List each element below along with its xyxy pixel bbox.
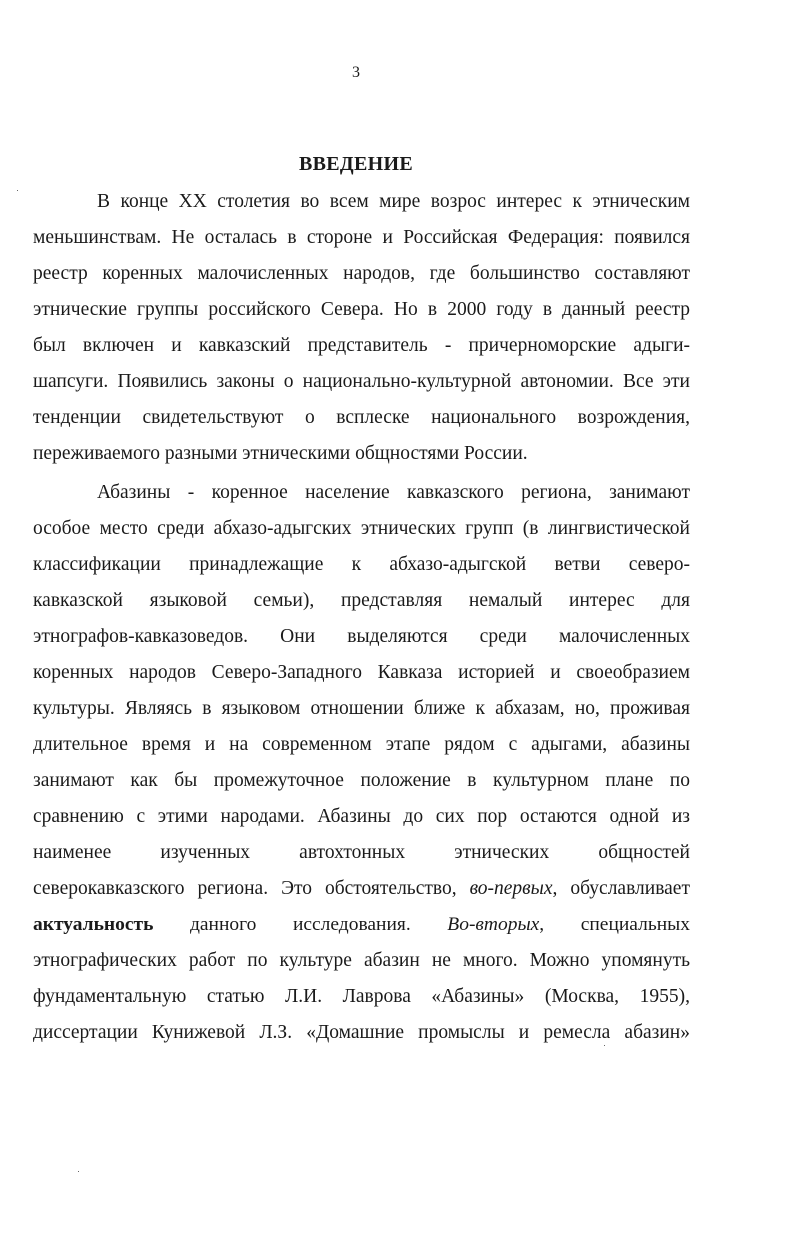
scan-speck — [604, 1045, 605, 1046]
section-heading: ВВЕДЕНИЕ — [299, 153, 413, 175]
text-line: фундаментальную статью Л.И. Лаврова «Абазины» (Москва, 1955), — [33, 986, 690, 1007]
text-run: , специальных — [539, 914, 690, 935]
text-line: коренных народов Северо-Западного Кавказа историей и своеобразием — [33, 662, 690, 683]
text-line: В конце XX столетия во всем мире возрос интерес к этническим — [97, 191, 690, 212]
text-line: классификации принадлежащие к абхазо-адыгской ветви северо- — [33, 554, 690, 575]
text-line: особое место среди абхазо-адыгских этнических групп (в лингвистической — [33, 518, 690, 539]
text-line-reason — [33, 877, 690, 901]
emphasis-second: Во-вторых — [447, 914, 540, 935]
relevance-term: актуальность — [33, 914, 154, 935]
text-line: этнические группы российского Севера. Но в 2000 году в данный реестр — [33, 299, 690, 320]
scan-speck — [78, 1171, 79, 1172]
text-line: реестр коренных малочисленных народов, где большинство составляют — [33, 263, 690, 284]
text-line: Абазины - коренное население кавказского региона, занимают — [97, 482, 690, 503]
text-line: сравнению с этими народами. Абазины до сих пор остаются одной из — [33, 806, 690, 827]
text-line: занимают как бы промежуточное положение в культурном плане по — [33, 770, 690, 791]
text-run: , обуславливает — [552, 878, 690, 899]
text-line: кавказской языковой семьи), представляя немалый интерес для — [33, 590, 690, 611]
text-line: тенденции свидетельствуют о всплеске национального возрождения, — [33, 407, 690, 428]
emphasis-first: во-первых — [469, 878, 553, 899]
text-line: этнографов-кавказоведов. Они выделяются среди малочисленных — [33, 626, 690, 647]
text-line-relevance — [33, 913, 690, 937]
text-line: был включен и кавказский представитель - причерноморские адыги- — [33, 335, 690, 356]
text-line: шапсуги. Появились законы о национально-культурной автономии. Все эти — [33, 371, 690, 392]
page-number: 3 — [352, 64, 360, 81]
text-line: длительное время и на современном этапе рядом с адыгами, абазины — [33, 734, 690, 755]
text-run: северокавказского региона. Это обстоятельство, — [33, 878, 470, 899]
text-line: культуры. Являясь в языковом отношении ближе к абхазам, но, проживая — [33, 698, 690, 719]
text-line: переживаемого разными этническими общностями России. — [33, 443, 528, 464]
text-line: меньшинствам. Не осталась в стороне и Российская Федерация: появился — [33, 227, 690, 248]
text-line: наименее изученных автохтонных этнических общностей — [33, 842, 690, 863]
text-line: этнографических работ по культуре абазин не много. Можно упомянуть — [33, 950, 690, 971]
text-run: данного исследования. — [153, 914, 448, 935]
scan-speck — [17, 190, 18, 191]
text-line: диссертации Кунижевой Л.З. «Домашние промыслы и ремесла абазин» — [33, 1022, 690, 1043]
